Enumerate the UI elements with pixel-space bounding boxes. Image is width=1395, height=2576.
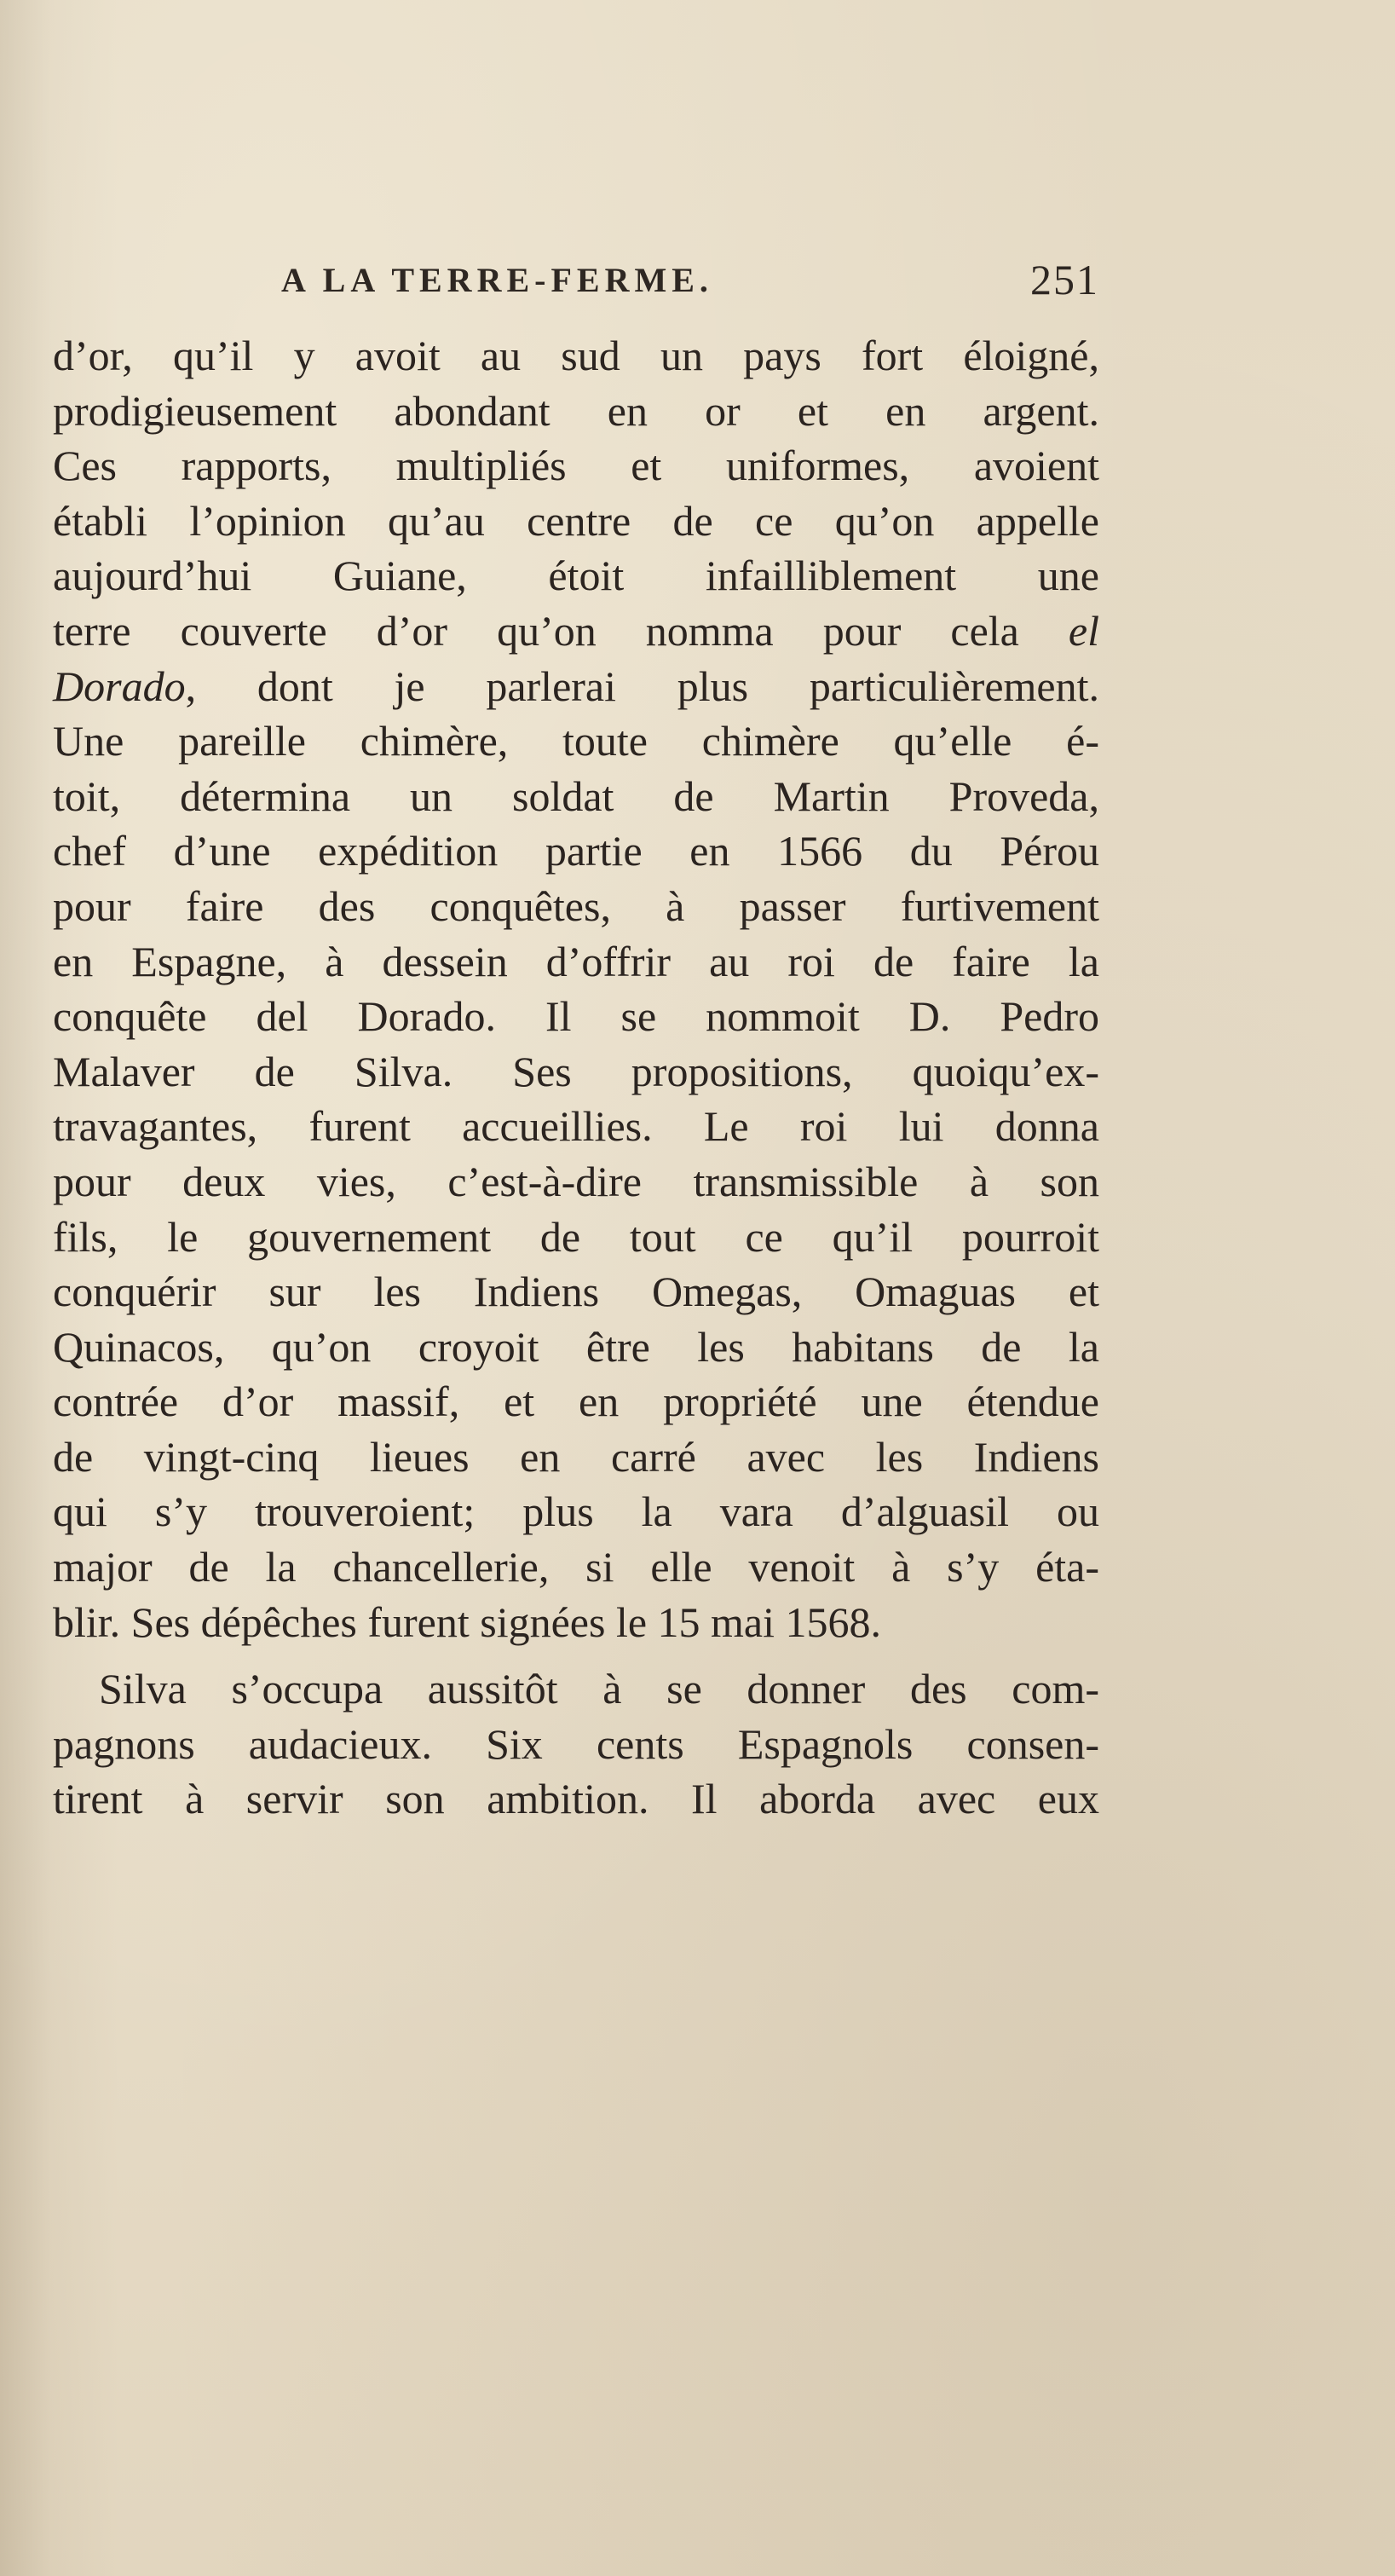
page-header (281, 256, 1133, 311)
text-line: blir. Ses dépêches furent signées le 15 mai 1568. (53, 1597, 881, 1646)
text-line: conquérir sur les Indiens Omegas, Omaguas et (53, 1268, 1099, 1316)
text-line: pour deux vies, c’est-à-dire transmissible à son (53, 1157, 1099, 1205)
text-line: Malaver de Silva. Ses propositions, quoiqu’ex- (53, 1047, 1099, 1095)
text-line: prodigieusement abondant en or et en argent. (53, 386, 1099, 435)
italic-text: Dorado (53, 661, 186, 710)
text-line: de vingt-cinq lieues en carré avec les Indiens (53, 1432, 1099, 1481)
text-line: Quinacos, qu’on croyoit être les habitans de la (53, 1322, 1099, 1371)
text-line: aujourd’hui Guiane, étoit infailliblement une (53, 552, 1099, 600)
body-text (53, 328, 1099, 1827)
text-line: Ces rapports, multipliés et uniformes, avoient (53, 442, 1099, 490)
text-line: chef d’une expédition partie en 1566 du Pérou (53, 827, 1099, 875)
text-segment: terre couverte d’or qu’on nomma pour cela (53, 606, 1019, 655)
text-line: major de la chancellerie, si elle venoit à s’y éta- (53, 1543, 1099, 1591)
text-line (53, 604, 1099, 659)
text-line: pour faire des conquêtes, à passer furtivement (53, 881, 1099, 930)
running-head: A LA TERRE-FERME. (281, 261, 713, 299)
italic-text: el (1068, 606, 1100, 655)
text-line: établi l’opinion qu’au centre de ce qu’on appelle (53, 496, 1099, 545)
text-line: toit, détermina un soldat de Martin Proveda, (53, 771, 1099, 820)
text-line: travagantes, furent accueillies. Le roi lui donna (53, 1102, 1099, 1151)
page-number: 251 (1030, 256, 1099, 303)
text-line: en Espagne, à dessein d’offrir au roi de faire la (53, 937, 1099, 985)
text-segment: , dont je parlerai plus particulièrement. (185, 661, 1099, 710)
text-line (53, 659, 1099, 714)
text-line: pagnons audacieux. Six cents Espagnols consen- (53, 1719, 1099, 1768)
text-line: conquête del Dorado. Il se nommoit D. Pedro (53, 992, 1099, 1041)
text-line: d’or, qu’il y avoit au sud un pays fort éloigné, (53, 332, 1099, 379)
text-line: qui s’y trouveroient; plus la vara d’alguasil ou (53, 1487, 1099, 1536)
text-line: Silva s’occupa aussitôt à se donner des com- (99, 1665, 1099, 1713)
text-line: tirent à servir son ambition. Il aborda avec eux (53, 1775, 1099, 1823)
text-line: contrée d’or massif, et en propriété une étendue (53, 1378, 1099, 1426)
text-line: fils, le gouvernement de tout ce qu’il pourroit (53, 1212, 1099, 1261)
text-line: Une pareille chimère, toute chimère qu’elle é- (53, 717, 1099, 765)
